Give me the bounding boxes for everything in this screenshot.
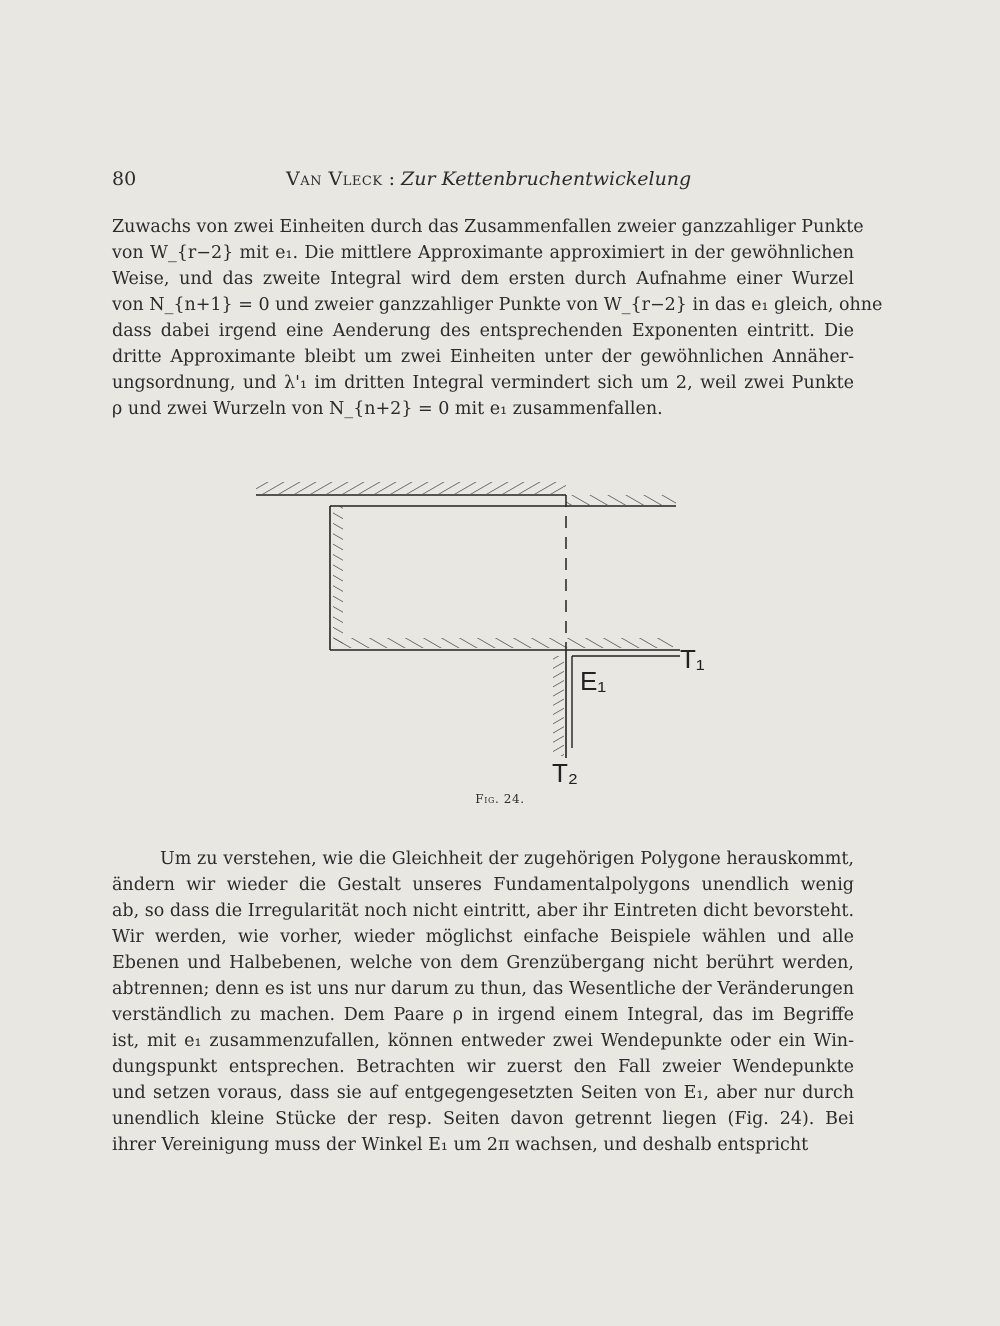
figure-24-diagram	[240, 470, 720, 790]
text-line: ab, so dass die Irregularität noch nicht eintritt, aber ihr Eintreten dicht bevorsteht.	[112, 901, 855, 921]
body-paragraph-1	[112, 214, 883, 422]
label-t2: T₂	[552, 758, 578, 788]
ray-t2	[553, 650, 680, 758]
figure-caption: Fig. 24.	[475, 792, 525, 806]
text-line: Ebenen und Halbebenen, welche von dem Grenzübergang nicht berührt werden,	[112, 953, 854, 973]
text-line: ändern wir wieder die Gestalt unseres Fundamentalpolygons unendlich wenig	[112, 875, 854, 895]
text-line: ihrer Vereinigung muss der Winkel E₁ um 2π wachsen, und deshalb entspricht	[112, 1135, 809, 1155]
running-title-work: Zur Kettenbruchentwickelung	[401, 168, 692, 190]
text-line: unendlich kleine Stücke der resp. Seiten davon getrennt liegen (Fig. 24). Bei	[112, 1109, 854, 1129]
label-t1: T₁	[680, 644, 705, 674]
running-header	[112, 168, 852, 196]
text-line: ρ und zwei Wurzeln von N_{n+2} = 0 mit e₁ zusammenfallen.	[112, 399, 663, 419]
running-title-separator: :	[388, 168, 395, 190]
text-line: dass dabei irgend eine Aenderung des entsprechenden Exponenten eintritt. Die	[112, 321, 854, 341]
text-line: verständlich zu machen. Dem Paare ρ in irgend einem Integral, das im Begriffe	[112, 1005, 854, 1025]
body-paragraph-2	[112, 846, 854, 1158]
text-line: Wir werden, wie vorher, wieder möglichst einfache Beispiele wählen und alle	[112, 927, 854, 947]
text-line: Um zu verstehen, wie die Gleichheit der zugehörigen Polygone herauskommt,	[160, 849, 854, 869]
text-line: ist, mit e₁ zusammenzufallen, können entweder zwei Wendepunkte oder ein Win-	[112, 1031, 854, 1051]
text-line: ungsordnung, und λ'₁ im dritten Integral vermindert sich um 2, weil zwei Punkte	[112, 373, 854, 393]
text-line: dritte Approximante bleibt um zwei Einheiten unter der gewöhnlichen Annäher-	[112, 347, 854, 367]
text-line: Weise, und das zweite Integral wird dem ersten durch Aufnahme einer Wurzel	[112, 269, 854, 289]
text-line: von N_{n+1} = 0 und zweier ganzzahliger Punkte von W_{r−2} in das e₁ gleich, ohne	[112, 295, 883, 315]
text-line: von W_{r−2} mit e₁. Die mittlere Approximante approximiert in der gewöhnlichen	[112, 243, 854, 263]
running-title	[286, 168, 691, 190]
label-e1: E₁	[580, 666, 607, 696]
page-number: 80	[112, 168, 137, 190]
text-line: Zuwachs von zwei Einheiten durch das Zusammenfallen zweier ganzzahliger Punkte	[112, 217, 864, 237]
text-line: und setzen voraus, dass sie auf entgegengesetzten Seiten von E₁, aber nur durch	[112, 1083, 854, 1103]
text-line: dungspunkt entsprechen. Betrachten wir zuerst den Fall zweier Wendepunkte	[112, 1057, 854, 1077]
inner-polygon	[330, 495, 680, 650]
text-line: abtrennen; denn es ist uns nur darum zu thun, das Wesentliche der Veränderungen	[112, 979, 854, 999]
top-boundary	[256, 482, 566, 495]
running-title-author: Van Vleck	[286, 168, 383, 190]
figure-24	[240, 470, 720, 790]
